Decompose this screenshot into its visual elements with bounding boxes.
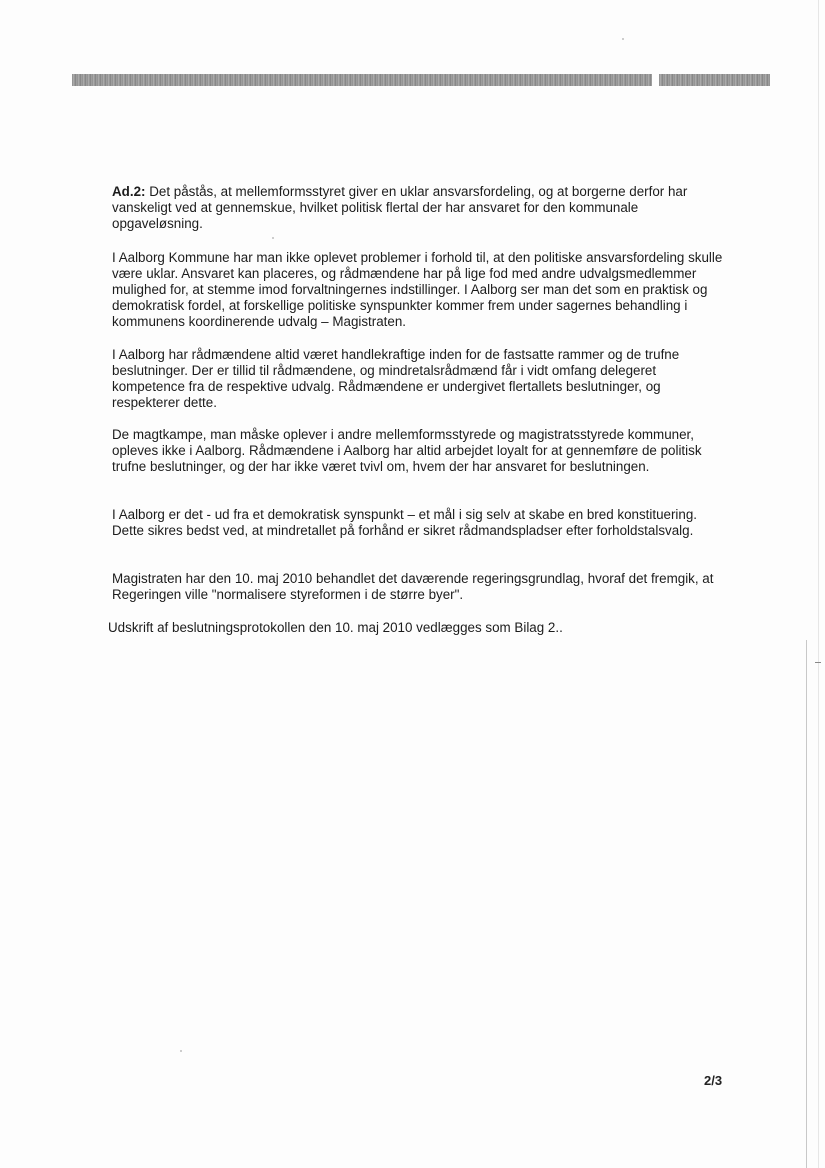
scan-speck (180, 1050, 182, 1052)
page-number: 2/3 (704, 1073, 723, 1088)
paragraph-power-struggles (112, 427, 724, 475)
scan-edge-line (806, 640, 807, 1168)
paragraph-aldermen-text: I Aalborg har rådmændene altid været handlekraftige inden for de fastsatte rammer og de trufne beslutninger. Der er tillid til rådmændene, og mindretalsrådmænd får i vidt omfang delegeret kompetence fra de respektive udvalg. Rådmændene er undergivet flertallets beslutninger, og respekterer dette. (112, 347, 680, 410)
paragraph-constitution-text: I Aalborg er det - ud fra et demokratisk synspunkt – et mål i sig selv at skabe en bred konstituering. Dette sikres bedst ved, at mindretallet på forhånd er sikret rådmandspladser efter forholdstalsvalg. (112, 507, 698, 538)
scan-speck (622, 38, 624, 40)
paragraph-ad2-text: Det påstås, at mellemformsstyret giver en uklar ansvarsfordeling, og at borgerne derfor har vanskeligt ved at gennemskue, hvilket politisk flertal der har ansvaret for den kommunale opgaveløsning. (112, 184, 688, 231)
paragraph-appendix (108, 620, 720, 636)
scan-edge-line-outer (818, 0, 819, 1168)
scan-edge-tick (815, 662, 821, 663)
paragraph-magistrate (112, 571, 724, 603)
paragraph-ad2 (112, 184, 724, 232)
ad-label: Ad.2: (112, 184, 146, 199)
paragraph-responsibility (112, 250, 724, 330)
header-bar (72, 74, 652, 86)
paragraph-constitution (112, 507, 724, 539)
scan-speck (272, 237, 274, 239)
paragraph-power-struggles-text: De magtkampe, man måske oplever i andre mellemformsstyrede og magistratsstyrede kommuner, opleves ikke i Aalborg. Rådmændene i Aalborg har altid arbejdet loyalt for at gennemføre de politisk trufne beslutninger, og der har ikke været tvivl om, hvem der har ansvaret for beslutningen. (112, 427, 702, 474)
paragraph-responsibility-text: I Aalborg Kommune har man ikke oplevet problemer i forhold til, at den politiske ansvarsfordeling skulle være uklar. Ansvaret kan placeres, og rådmændene har på lige fod med andre udvalgsmedlemmer mulighed for, at stemme imod forvaltningernes indstillinger. I Aalborg ser man det som en praktisk og demokratisk fordel, at forskellige politiske synspunkter kommer frem under sagernes behandling i kommunens koordinerende udvalg – Magistraten. (112, 250, 723, 329)
paragraph-aldermen (112, 347, 724, 411)
paragraph-appendix-text: Udskrift af beslutningsprotokollen den 10. maj 2010 vedlægges som Bilag 2.. (108, 620, 563, 635)
paragraph-magistrate-text: Magistraten har den 10. maj 2010 behandlet det daværende regeringsgrundlag, hvoraf det fremgik, at Regeringen ville "normalisere styreformen i de større byer". (112, 571, 714, 602)
header-bar-end (659, 74, 770, 86)
